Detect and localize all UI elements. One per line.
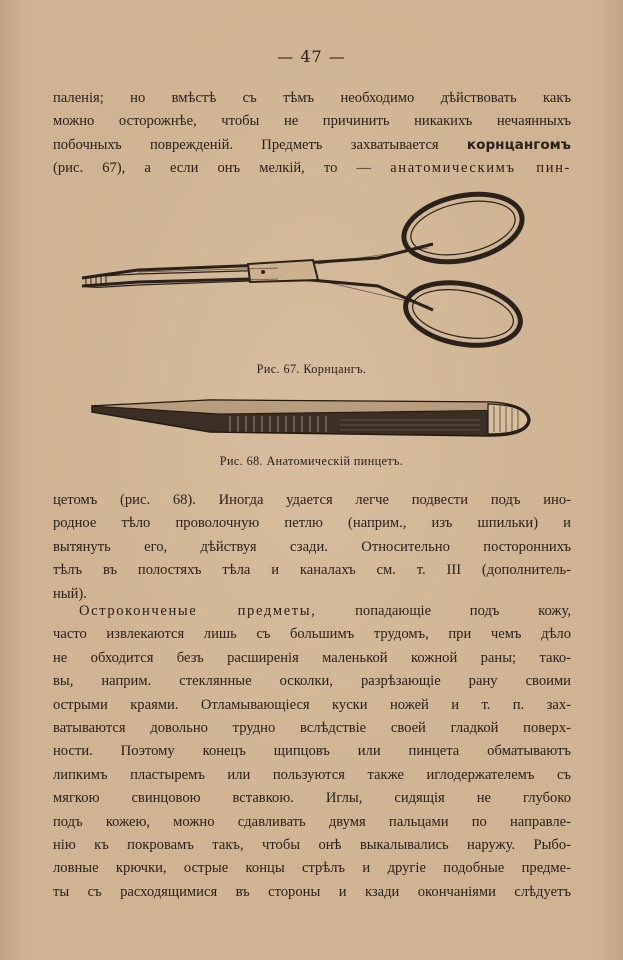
text-line: тѣлъ въ полостяхъ тѣла и каналахъ см. т. III (дополнитель- xyxy=(53,562,571,579)
text-line: мягкою свинцовою вставкою. Иглы, сидящія не глубоко xyxy=(53,790,571,807)
figure-tweezers xyxy=(90,392,536,450)
text-line: ный). xyxy=(53,585,87,602)
page-number: — 47 — xyxy=(277,47,346,66)
paragraph-bottom xyxy=(53,600,571,904)
text-fragment: (рис. 67), а если онъ мелкій, то — xyxy=(53,160,391,177)
text-line: часто извлекаются лишь съ большимъ трудомъ, при чемъ дѣло xyxy=(53,626,571,643)
spaced-term: анатомическимъ пин- xyxy=(390,160,571,177)
text-line: можно осторожнѣе, чтобы не причинить никакихъ нечаянныхъ xyxy=(53,113,571,130)
paragraph-middle xyxy=(53,489,571,606)
text-line: нію къ покровамъ такъ, чтобы онѣ выкалывались наружу. Рыбо- xyxy=(53,837,571,854)
bold-term: корнцангомъ xyxy=(466,136,571,153)
text-line: цетомъ (рис. 68). Иногда удается легче подвести подъ ино- xyxy=(53,492,571,508)
text-line: подъ кожею, можно сдавливать двумя пальцами по направле- xyxy=(53,813,571,830)
text-fragment: побочныхъ поврежденій. Предметъ захватывается xyxy=(53,136,467,153)
text-line: ловные крючки, острые концы стрѣлъ и другіе подобные предме- xyxy=(53,860,571,877)
text-line: не обходится безъ расширенія маленькой кожной раны; тако- xyxy=(53,649,571,666)
text-fragment: попадающіе подъ кожу, xyxy=(316,603,572,619)
figure-korntsang xyxy=(78,190,538,354)
text-line: ности. Поэтому конецъ щипцовъ или пинцета обматываютъ xyxy=(53,743,571,760)
text-line xyxy=(53,134,571,157)
text-line: ты съ расходящимися въ стороны и кзади окончаніями слѣдуетъ xyxy=(53,883,571,900)
text-line: липкимъ пластыремъ или пользуются также иглодержателемъ съ xyxy=(53,766,571,783)
text-line: ватываются довольно трудно вслѣдствіе своей гладкой поверх- xyxy=(53,720,571,737)
text-line: вытянуть его, дѣйствуя сзади. Относительно постороннихъ xyxy=(53,538,571,555)
korntsang-forceps-icon xyxy=(78,190,538,350)
paragraph-top xyxy=(53,87,571,181)
text-line xyxy=(53,600,571,623)
text-line xyxy=(53,157,571,180)
figure-caption-67: Рис. 67. Корнцангъ. xyxy=(256,362,367,376)
anatomical-tweezers-icon xyxy=(90,392,536,446)
text-line: паленія; но вмѣстѣ съ тѣмъ необходимо дѣйствовать какъ xyxy=(53,90,571,106)
text-line: вы, наприм. стеклянные осколки, разрѣзающіе рану своими xyxy=(53,673,571,690)
spaced-term: Остроконченые предметы, xyxy=(79,603,317,619)
text-line: родное тѣло проволочную петлю (наприм., изъ шпильки) и xyxy=(53,515,571,532)
figure-caption-68: Рис. 68. Анатомическій пинцетъ. xyxy=(219,454,404,468)
text-line: острыми краями. Отламывающіеся куски ножей и т. п. зах- xyxy=(53,696,571,713)
